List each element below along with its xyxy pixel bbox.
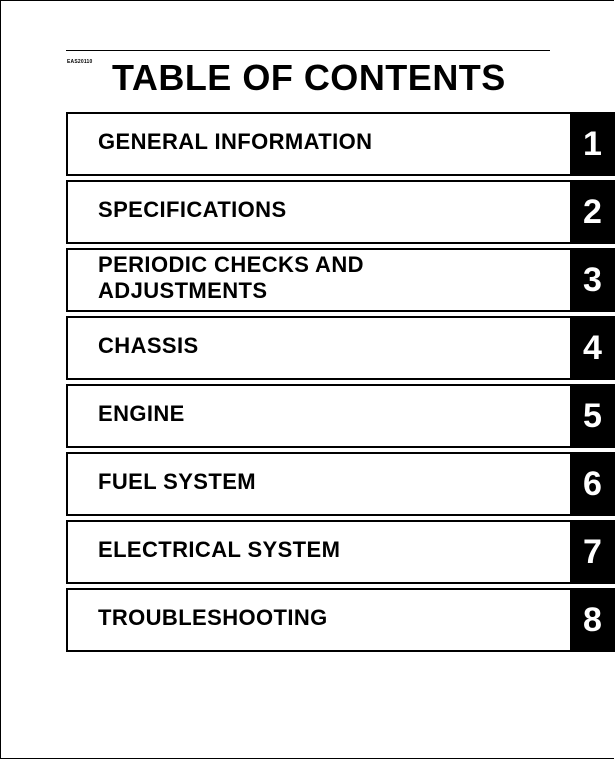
toc-entry-fuel-system[interactable] bbox=[66, 452, 615, 516]
toc-entry-label: CHASSIS bbox=[98, 333, 199, 358]
toc-entry-label: TROUBLESHOOTING bbox=[98, 605, 328, 630]
toc-entry-general-information[interactable] bbox=[66, 112, 615, 176]
toc-entry-label: GENERAL INFORMATION bbox=[98, 129, 373, 154]
toc-entry-engine[interactable] bbox=[66, 384, 615, 448]
toc-entry-chassis[interactable] bbox=[66, 316, 615, 380]
toc-entry-periodic-checks[interactable] bbox=[66, 248, 615, 312]
toc-entry-specifications[interactable] bbox=[66, 180, 615, 244]
chapter-tab-number: 8 bbox=[570, 588, 615, 652]
chapter-tab-number: 4 bbox=[570, 316, 615, 380]
chapter-tab-number: 1 bbox=[570, 112, 615, 176]
toc-entry-label: ENGINE bbox=[98, 401, 185, 426]
toc-entry-electrical-system[interactable] bbox=[66, 520, 615, 584]
chapter-tab-number: 5 bbox=[570, 384, 615, 448]
chapter-tab-number: 2 bbox=[570, 180, 615, 244]
chapter-tab-number: 6 bbox=[570, 452, 615, 516]
chapter-tab-number: 3 bbox=[570, 248, 615, 312]
toc-entry-label: ELECTRICAL SYSTEM bbox=[98, 537, 341, 562]
toc-entry-label: SPECIFICATIONS bbox=[98, 197, 287, 222]
document-code: EAS20110 bbox=[67, 59, 93, 65]
toc-entry-label: FUEL SYSTEM bbox=[98, 469, 257, 494]
toc-entry-troubleshooting[interactable] bbox=[66, 588, 615, 652]
toc-entry-label: PERIODIC CHECKS AND ADJUSTMENTS bbox=[98, 252, 364, 303]
chapter-tab-number: 7 bbox=[570, 520, 615, 584]
header-rule bbox=[66, 50, 550, 51]
page-title: TABLE OF CONTENTS bbox=[112, 57, 506, 98]
